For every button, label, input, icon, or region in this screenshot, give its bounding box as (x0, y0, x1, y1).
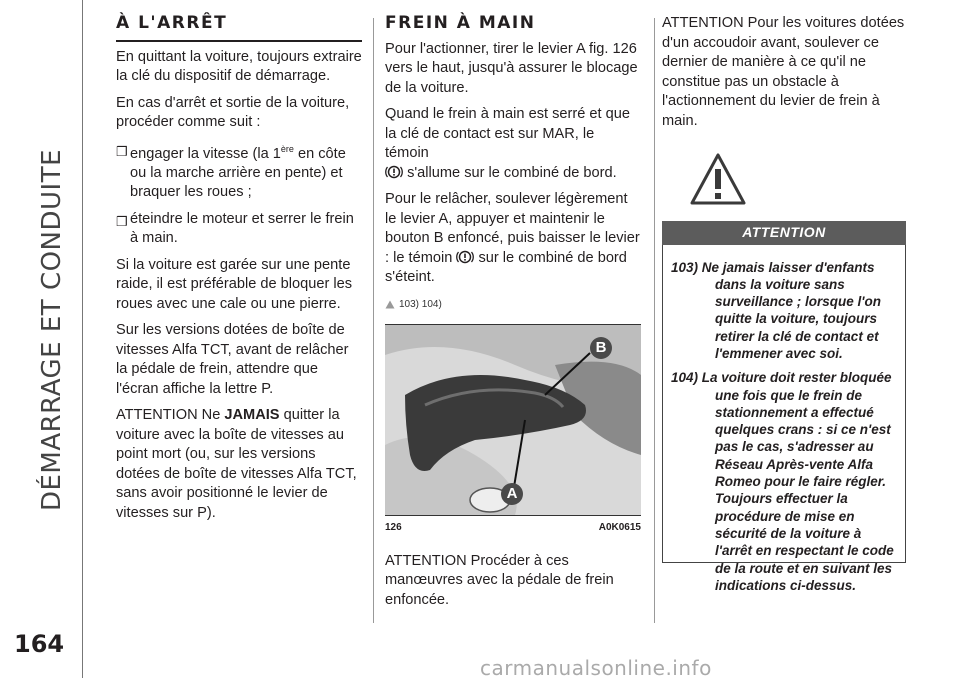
column-2 (385, 14, 641, 617)
callout-label-a: A (501, 483, 523, 505)
column-divider (654, 18, 655, 623)
sidebar-divider (82, 0, 83, 678)
checkbox-bullet-icon: ❒ (116, 143, 128, 159)
paragraph: Pour l'actionner, tirer le levier A fig. 126 vers le haut, jusqu'à assurer le blocage de la voiture. (385, 40, 638, 96)
figure-caption (385, 518, 641, 538)
figure-code: A0K0615 (598, 522, 641, 533)
column-1 (116, 14, 362, 530)
section-heading: À L'ARRÊT (116, 13, 228, 33)
attention-header: ATTENTION (662, 221, 906, 245)
small-warning-triangle-icon (385, 300, 395, 309)
paragraph: Sur les versions dotées de boîte de vitesses Alfa TCT, avant de relâcher la pédale de frein, attendre que l'écran affiche la lettre P. (116, 322, 349, 397)
sidebar-chapter-title: DÉMARRAGE ET CONDUITE (37, 148, 67, 512)
checkbox-bullet-icon: ❒ (116, 213, 128, 229)
attention-box (662, 245, 906, 593)
warning-triangle-icon (690, 153, 746, 205)
paragraph: En quittant la voiture, toujours extraire la clé du dispositif de démarrage. (116, 48, 362, 84)
paragraph: Pour le relâcher, soulever légèrement le levier A, appuyer et maintenir le bouton B enfoncé, puis baisser le levier : le témoin sur le combiné de bord s'éteint. (385, 191, 640, 285)
attention-paragraph: ATTENTION Pour les voitures dotées d'un accoudoir avant, soulever ce dernier de manière à ce qu'il ne constitue pas un obstacle à l'actionnement du levier de frein à main. (662, 15, 905, 129)
callout-label-b: B (590, 337, 612, 359)
warning-item: 103) Ne jamais laisser d'enfants dans la voiture sans surveillance ; lorsque l'on quitte la voiture, toujours retirer la clé de contact et l'emmener avec soi. (671, 259, 882, 361)
paragraph: En cas d'arrêt et sortie de la voiture, procéder comme suit : (116, 94, 350, 130)
attention-paragraph: ATTENTION Procéder à ces manœuvres avec la pédale de frein enfoncée. (385, 552, 614, 608)
warning-item: 104) La voiture doit rester bloquée une fois que le frein de stationnement a effectué quelques crans : si ce n'est pas le cas, s'adresser au Réseau Après-vente Alfa Romeo pour le faire régler. Toujours effectuer la procédure de mise en sécurité de la voiture à l'arrêt en respectant le code de la route et en suivant les indications ci-dessus. (671, 370, 894, 593)
heading-rule (116, 40, 362, 42)
paragraph: Quand le frein à main est serré et que la clé de contact est sur MAR, le témoin s'allume sur le combiné de bord. (385, 106, 630, 181)
figure-number: 126 (385, 522, 402, 533)
column-3 (662, 14, 906, 593)
list-item: ❒ engager la vitesse (la 1ère en côte ou la marche arrière en pente) et braquer les roues ; (116, 143, 346, 201)
warning-references: 103) 104) (385, 295, 641, 315)
warning-triangle-wrapper (662, 153, 906, 215)
page-number: 164 (14, 630, 65, 658)
brake-warning-light-icon (385, 164, 403, 180)
section-heading: FREIN À MAIN (385, 13, 536, 33)
attention-paragraph: ATTENTION Ne JAMAIS quitter la voiture avec la boîte de vitesses au point mort (ou, sur les versions dotées de boîte de vitesses Alfa TCT, sans avoir positionné le levier de vitesses sur P). (116, 407, 357, 521)
brake-warning-light-icon (456, 249, 474, 265)
watermark: carmanualsonline.info (480, 656, 712, 680)
figure-handbrake (385, 324, 641, 516)
column-divider (373, 18, 374, 623)
list-item: ❒ éteindre le moteur et serrer le frein à main. (116, 210, 354, 247)
paragraph: Si la voiture est garée sur une pente raide, il est préférable de bloquer les roues avec une cale ou une pierre. (116, 256, 353, 312)
